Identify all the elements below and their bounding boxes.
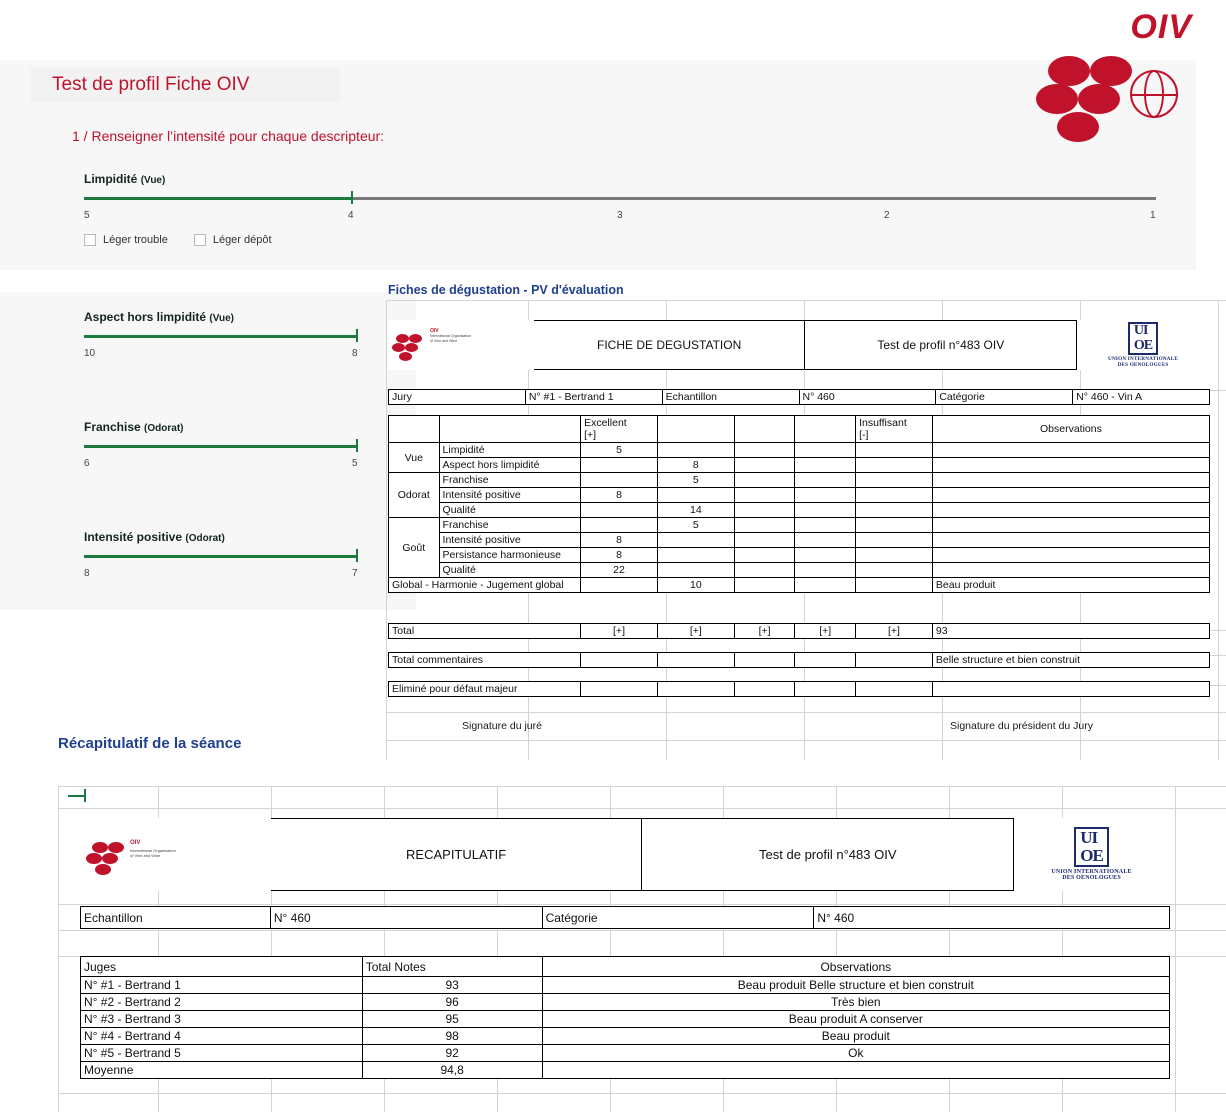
sheet-header-right: Test de profil n°483 OIV (805, 321, 1077, 370)
recap-col-notes: Total Notes (362, 957, 542, 977)
col-insuffisant: Insuffisant [-] (856, 416, 933, 443)
echantillon-label: Echantillon (662, 390, 799, 405)
table-row (81, 1011, 1170, 1028)
table-row (81, 1045, 1170, 1062)
recap-note: 96 (362, 994, 542, 1011)
global-observation: Beau produit (932, 578, 1209, 593)
uoe-logo-recap: UI OE UNION INTERNATIONALE DES OENOLOGUES (1051, 828, 1132, 882)
col-excellent: Excellent [+] (581, 416, 658, 443)
total-value: 93 (932, 624, 1209, 639)
group-vue: Vue (389, 443, 440, 473)
criterion: Aspect hors limpidité (439, 458, 581, 473)
global-row: Global - Harmonie - Jugement global 10 Beau produit (389, 578, 1210, 593)
recap-categorie-value: N° 460 (814, 907, 1170, 929)
page-title-band (30, 68, 340, 102)
recap-col-juges: Juges (81, 957, 363, 977)
slider-limpidite-track[interactable] (84, 196, 1156, 202)
section-recap-title: Récapitulatif de la séance (58, 735, 242, 752)
signature-president-label: Signature du président du Jury (950, 720, 1094, 732)
slider-limpidite[interactable] (84, 172, 1156, 246)
oiv-small-logo: OIV International Organisation of Vine and Wine (392, 322, 530, 368)
table-row (81, 977, 1170, 994)
slider-franchise-handle[interactable] (356, 439, 358, 452)
categorie-label: Catégorie (936, 390, 1073, 405)
slider-limpidite-ticks: 5 4 3 2 1 (84, 210, 1156, 221)
criterion: Persistance harmonieuse (439, 548, 581, 563)
oiv-wordmark: OIV (1130, 8, 1192, 46)
comments-value: Belle structure et bien construit (932, 653, 1209, 668)
criterion: Qualité (439, 503, 581, 518)
tasting-sheet-table (388, 415, 1210, 593)
table-row: Aspect hors limpidité 8 (389, 458, 1210, 473)
jury-value: N° #1 - Bertrand 1 (525, 390, 662, 405)
tasting-sheet-total-row: Total [+] [+] [+] [+] [+] 93 (388, 623, 1210, 639)
recap-note: 95 (362, 1011, 542, 1028)
recap-obs: Beau produit A conserver (542, 1011, 1169, 1028)
checkbox-box-icon[interactable] (194, 234, 206, 246)
oiv-logo (1026, 8, 1196, 148)
recap-green-marker (68, 789, 88, 803)
page-title: Test de profil Fiche OIV (52, 74, 250, 95)
group-gout: Goût (389, 518, 440, 578)
tasting-sheet-comments-row (388, 652, 1210, 668)
slider-franchise-track[interactable] (84, 444, 366, 450)
checkbox-leger-trouble[interactable] (84, 234, 168, 246)
sheet-header-center: FICHE DE DEGUSTATION (533, 321, 805, 370)
recap-obs: Beau produit (542, 1028, 1169, 1045)
recap-note: 92 (362, 1045, 542, 1062)
tasting-sheet-id-row (388, 389, 1210, 405)
total-label: Total (389, 624, 581, 639)
table-row: Qualité 14 (389, 503, 1210, 518)
recap-juge: N° #1 - Bertrand 1 (81, 977, 363, 994)
recap-header-right: Test de profil n°483 OIV (642, 819, 1014, 891)
recap-note: 98 (362, 1028, 542, 1045)
recap-echantillon-value: N° 460 (270, 907, 542, 929)
table-row: Qualité 22 (389, 563, 1210, 578)
table-row: Goût Franchise 5 (389, 518, 1210, 533)
section-sheets-title: Fiches de dégustation - PV d'évaluation (388, 283, 624, 297)
table-row: Vue Limpidité 5 (389, 443, 1210, 458)
recap-table (80, 956, 1170, 1079)
table-row: Intensité positive 8 (389, 488, 1210, 503)
jury-label: Jury (389, 390, 526, 405)
slider-aspect-track[interactable] (84, 334, 366, 340)
eliminated-label: Eliminé pour défaut majeur (389, 682, 581, 697)
recap-obs: Beau produit Belle structure et bien construit (542, 977, 1169, 994)
recap-juge: N° #2 - Bertrand 2 (81, 994, 363, 1011)
recap-header-row (81, 957, 1170, 977)
criterion: Qualité (439, 563, 581, 578)
recap-header (80, 818, 1170, 891)
checkbox-label: Léger trouble (103, 234, 168, 246)
table-row (81, 1062, 1170, 1079)
recap-categorie-label: Catégorie (542, 907, 814, 929)
recap-note: 94,8 (362, 1062, 542, 1079)
table-row (81, 1028, 1170, 1045)
table-row (81, 994, 1170, 1011)
criterion: Intensité positive (439, 533, 581, 548)
slider-intensite-positive-odorat[interactable]: Intensité positive (Odorat) 8 7 (84, 530, 366, 582)
group-odorat: Odorat (389, 473, 440, 518)
global-label: Global - Harmonie - Jugement global (389, 578, 581, 593)
recap-obs: Très bien (542, 994, 1169, 1011)
col-observations: Observations (932, 416, 1209, 443)
categorie-value: N° 460 - Vin A (1073, 390, 1210, 405)
criterion: Intensité positive (439, 488, 581, 503)
comments-label: Total commentaires (389, 653, 581, 668)
recap-juge: Moyenne (81, 1062, 363, 1079)
tasting-sheet-eliminated-row (388, 681, 1210, 697)
signature-jure-label: Signature du juré (462, 720, 542, 732)
recap-juge: N° #4 - Bertrand 4 (81, 1028, 363, 1045)
oiv-small-logo-recap: OIV International Organisation of Vine and Wine (84, 820, 267, 889)
criterion: Franchise (439, 518, 581, 533)
slider-limpidite-options[interactable] (84, 234, 1156, 246)
recap-obs (542, 1062, 1169, 1079)
checkbox-label: Léger dépôt (212, 234, 272, 246)
recap-header-center: RECAPITULATIF (270, 819, 642, 891)
echantillon-value: N° 460 (799, 390, 936, 405)
slider-aspect-hors-limpidite[interactable]: Aspect hors limpidité (Vue) 10 8 (84, 310, 366, 362)
criterion: Franchise (439, 473, 581, 488)
table-row: Odorat Franchise 5 (389, 473, 1210, 488)
checkbox-leger-depot[interactable] (194, 234, 272, 246)
recap-juge: N° #5 - Bertrand 5 (81, 1045, 363, 1062)
slider-intensite-track[interactable] (84, 554, 366, 560)
recap-col-observations: Observations (542, 957, 1169, 977)
recap-note: 93 (362, 977, 542, 994)
tasting-sheet-header (388, 320, 1210, 370)
table-row: Intensité positive 8 (389, 533, 1210, 548)
recap-echantillon-label: Echantillon (81, 907, 271, 929)
step-1-label: 1 / Renseigner l’intensité pour chaque descripteur: (72, 128, 385, 144)
criterion: Limpidité (439, 443, 581, 458)
recap-obs: Ok (542, 1045, 1169, 1062)
checkbox-box-icon[interactable] (84, 234, 96, 246)
recap-juge: N° #3 - Bertrand 3 (81, 1011, 363, 1028)
slider-limpidite-handle[interactable] (351, 191, 353, 204)
slider-aspect-handle[interactable] (356, 329, 358, 342)
eliminated-value (932, 682, 1209, 697)
table-row: Persistance harmonieuse 8 (389, 548, 1210, 563)
table-header-row (389, 416, 1210, 443)
slider-intensite-handle[interactable] (356, 549, 358, 562)
recap-id-row (80, 906, 1170, 929)
slider-franchise-odorat[interactable]: Franchise (Odorat) 6 5 (84, 420, 366, 472)
uoe-logo: UI OE UNION INTERNATIONALE DES OENOLOGUES (1108, 323, 1179, 368)
slider-limpidite-title: Limpidité (Vue) (84, 172, 166, 186)
